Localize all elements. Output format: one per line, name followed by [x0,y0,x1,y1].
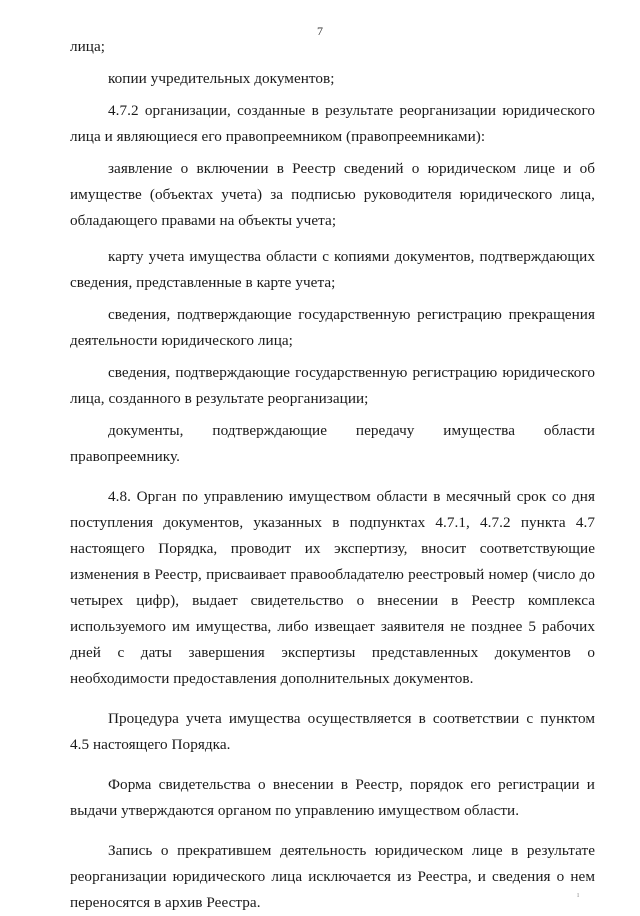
paragraph-property-card: карту учета имущества области с копиями документов, подтверждающих сведения, представленные в карте учета; [70,248,595,291]
paragraph-founding-documents: копии учредительных документов; [108,70,335,87]
paragraph-certificate-form: Форма свидетельства о внесении в Реестр, порядок его регистрации и выдачи утверждаются органом по управлению имуществом области. [70,776,595,819]
paragraph-new-entity-registration: сведения, подтверждающие государственную регистрацию юридического лица, созданного в результате реорганизации; [70,364,595,407]
paragraph-4-7-2: 4.7.2 организации, созданные в результате реорганизации юридического лица и являющиеся его правопреемником (правопреемниками): [70,102,595,145]
paragraph-continuation: лица; [70,38,106,55]
paragraph-4-8: 4.8. Орган по управлению имуществом области в месячный срок со дня поступления документов, указанных в подпунктах 4.7.1, 4.7.2 пункта 4.7 настоящего Порядка, проводит их экспертизу, вносит соответствующие изменения в Реестр, присваивает правообладателю реестровый номер (число до четырех цифр), выдает свидетельство о внесении в Реестр комплекса используемого им имущества, либо извещает заявителя не позднее 5 рабочих дней с даты завершения экспертизы представленных документов о необходимости предоставления дополнительных документов. [70,488,595,687]
paragraph-termination-registration: сведения, подтверждающие государственную регистрацию прекращения деятельности юридического лица; [70,306,595,349]
document-body [70,34,595,916]
corner-tick-mark: ı [577,890,580,899]
paragraph-application: заявление о включении в Реестр сведений о юридическом лице и об имуществе (объектах учета) за подписью руководителя юридического лица, обладающего правами на объекты учета; [70,160,595,229]
paragraph-archive-record: Запись о прекратившем деятельность юридическом лице в результате реорганизации юридического лица исключается из Реестра, и сведения о нем переносятся в архив Реестра. [70,842,595,911]
page-number: 7 [317,24,323,38]
paragraph-transfer-documents: документы, подтверждающие передачу имущества области правопреемнику. [70,422,595,465]
paragraph-accounting-procedure: Процедура учета имущества осуществляется в соответствии с пунктом 4.5 настоящего Порядка. [70,710,595,753]
